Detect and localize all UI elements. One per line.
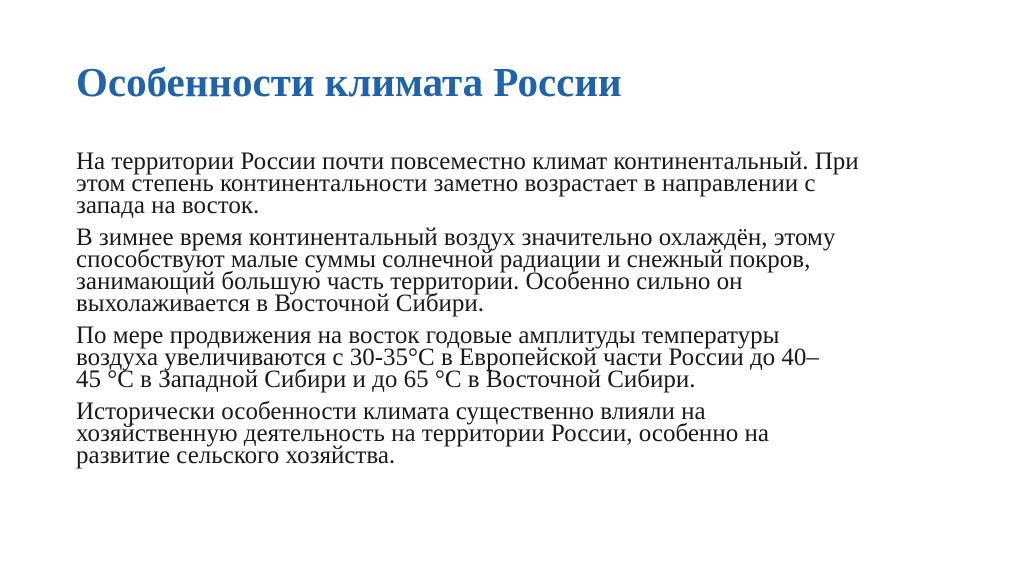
slide-body (76, 148, 956, 477)
text-line: хозяйственную деятельность на территории России, особенно на (76, 420, 769, 447)
text-line: запада на восток. (76, 192, 260, 219)
text-line: занимающий большую часть территории. Особенно сильно он (76, 268, 743, 295)
text-line: этом степень континентальности заметно возрастает в направлении с (76, 170, 816, 197)
text-line: выхолаживается в Восточной Сибири. (76, 290, 485, 317)
text-line: В зимнее время континентальный воздух значительно охлаждён, этому (76, 224, 836, 251)
text-line: воздуха увеличиваются с 30-35°С в Европейской части России до 40– (76, 344, 819, 371)
paragraph-winter (76, 224, 956, 317)
paragraph-history (76, 398, 956, 469)
text-line: 45 °С в Западной Сибири и до 65 °С в Восточной Сибири. (76, 366, 696, 393)
paragraph-continentality (76, 148, 956, 219)
text-line: способствуют малые суммы солнечной радиации и снежный покров, (76, 246, 811, 273)
text-line: По мере продвижения на восток годовые амплитуды температуры (76, 322, 780, 349)
slide-title: Особенности климата России (76, 59, 622, 105)
paragraph-amplitude (76, 322, 956, 393)
text-line: На территории России почти повсеместно климат континентальный. При (76, 148, 859, 175)
text-line: Исторически особенности климата существенно влияли на (76, 398, 706, 425)
text-line: развитие сельского хозяйства. (76, 442, 396, 469)
